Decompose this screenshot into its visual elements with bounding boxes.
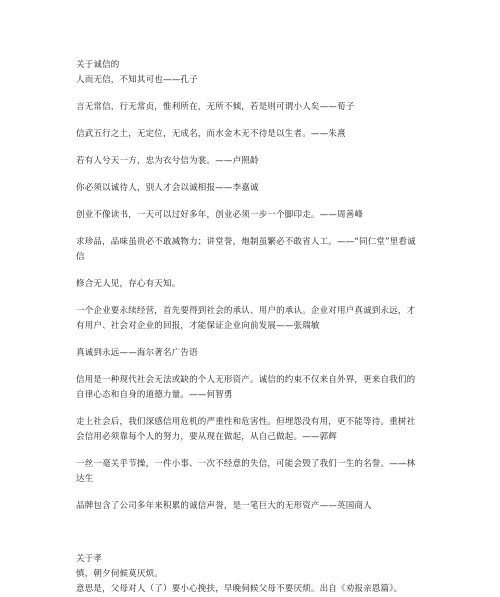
- quote-paragraph: [76, 304, 500, 334]
- quote-confucius: 人而无信，不知其可也——孔子: [76, 75, 198, 85]
- quote-paragraph: [76, 100, 500, 115]
- quote-line: 一个企业要永续经营，首先要得到社会的承认、用户的承认。企业对用户真诚到永远，才: [76, 306, 416, 316]
- quote-line: 信: [76, 252, 85, 262]
- quote-paragraph: [76, 154, 500, 169]
- quote-paragraph: [76, 415, 500, 445]
- quote-paragraph: [76, 208, 500, 223]
- quote-line: 你必须以诚待人，别人才会以诚相报——李嘉诚: [76, 183, 259, 193]
- quote-line: 真诚到永远——海尔著名广告语: [76, 348, 198, 358]
- quote-line: 言无常信，行无常贞，惟利所在，无所不倾，若是则可谓小人矣——荀子: [76, 102, 355, 112]
- section-heading-integrity: 关于诚信的: [76, 60, 120, 70]
- section-heading-filial-piety: 关于孝: [76, 554, 103, 564]
- quote-list: [76, 100, 500, 514]
- quote-line: 走上社会后，我们深感信用危机的严重性和危害性。但埋怨没有用，更不能等待。重树社: [76, 417, 416, 427]
- quote-line: 自律心态和自身的道德力量。——何智勇: [76, 390, 233, 400]
- quote-paragraph: [76, 277, 500, 292]
- quote-line: 品牌包含了公司多年来积累的诚信声誉，是一笔巨大的无形资产——英国商人: [76, 501, 372, 511]
- filial-piety-line-2: 意思是，父母对人（了）要小心挽扶，早晚伺候父母不要厌烦。出自《劝报亲恩篇》。: [76, 584, 403, 594]
- quote-paragraph: [76, 346, 500, 361]
- quote-line: 达生: [76, 474, 94, 484]
- quote-paragraph: [76, 499, 500, 514]
- quote-line: 修合无人见，存心有天知。: [76, 279, 181, 289]
- quote-paragraph: [76, 235, 500, 265]
- quote-line: 创业不像读书，一天可以过好多年，创业必须一步一个脚印走。——周善峰: [76, 210, 364, 220]
- quote-line: 信武五行之土，无定位，无成名，而水金木无不待是以生者。——朱熹: [76, 129, 346, 139]
- quote-line: 若有人兮天一方，忠为衣兮信为裳。——卢照龄: [76, 156, 259, 166]
- quote-paragraph: [76, 373, 500, 403]
- filial-piety-line-1: 慎，朝夕伺候莫厌烦。: [76, 569, 164, 579]
- quote-line: 求珍品，品味虽贵必不敢减物力；讲堂誉，炮制虽繁必不敢省人工。——“同仁堂”里看诚: [76, 237, 416, 247]
- quote-paragraph: [76, 181, 500, 196]
- quote-line: 信用是一种现代社会无法或缺的个人无形资产。诚信的约束不仅来自外界，更来自我们的: [76, 375, 416, 385]
- quote-paragraph: [76, 127, 500, 142]
- quote-line: 会信用必须靠每个人的努力，要从现在做起，从自己做起。——郭辉: [76, 432, 338, 442]
- quote-line: 有用户、社会对企业的回报，才能保证企业向前发展——张瑞敏: [76, 321, 320, 331]
- quote-paragraph: [76, 457, 500, 487]
- quote-line: 一丝一毫关乎节操，一件小事、一次不经意的失信，可能会毁了我们一生的名誉。——林: [76, 459, 416, 469]
